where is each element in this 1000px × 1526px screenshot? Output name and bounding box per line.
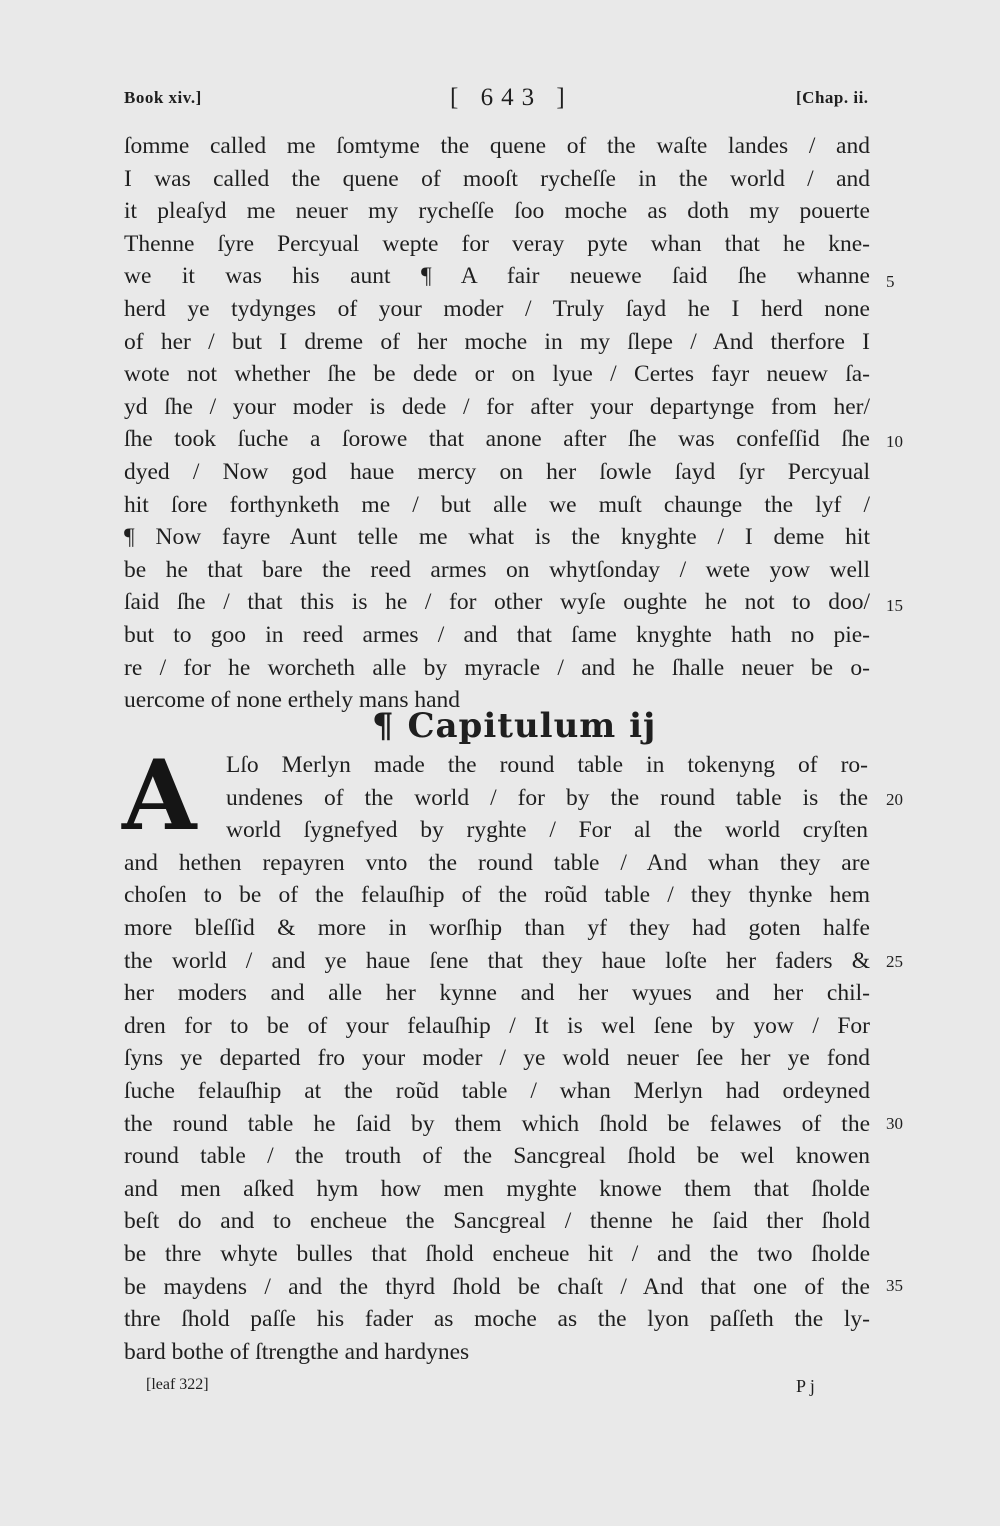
text-line: and hethen repayren vnto the round table / And whan they are (124, 849, 870, 876)
text-line: and men aſked hym how men myghte knowe them that ſholde (124, 1175, 870, 1202)
text-line: the round table he ſaid by them which ſhold be felawes of the (124, 1110, 870, 1137)
text-line: be thre whyte bulles that ſhold encheue hit / and the two ſholde (124, 1241, 870, 1267)
text-line: Thenne ſyre Percyual wepte for veray pyte whan that he kne- (124, 230, 870, 257)
text-line: re / for he worcheth alle by myracle / and he ſhalle neuer be o- (124, 654, 870, 681)
line-number: 15 (886, 596, 903, 615)
text-line: ſuche felauſhip at the roũd table / whan Merlyn had ordeyned (124, 1078, 870, 1104)
line-number: 35 (886, 1276, 903, 1295)
text-line: be he that bare the reed armes on whytſonday / wete yow well (124, 556, 870, 583)
text-line: undenes of the world / for by the round table is the (226, 784, 868, 811)
text-line: ſomme called me ſomtyme the quene of the waſte landes / and (124, 133, 870, 159)
text-line: I was called the quene of mooſt rycheſſe in the world / and (124, 165, 870, 192)
text-line: we it was his aunt ¶ A fair neuewe ſaid ſhe whanne (124, 263, 870, 290)
text-line: her moders and alle her kynne and her wyues and her chil- (124, 980, 870, 1007)
text-line: ſaid ſhe / that this is he / for other wyſe oughte he not to doo/ (124, 589, 870, 616)
text-line: world ſygnefyed by ryghte / For al the world cryſten (226, 817, 868, 844)
text-line: thre ſhold paſſe his fader as moche as the lyon paſſeth the ly- (124, 1306, 870, 1333)
text-line: bard bothe of ſtrengthe and hardynes (124, 1338, 470, 1365)
text-line: Lſo Merlyn made the round table in tokenyng of ro- (226, 752, 868, 778)
page-number: [ 643 ] (450, 84, 573, 111)
text-line: uercome of none erthely mans hand (124, 687, 461, 714)
text-line: ¶ Now fayre Aunt telle me what is the knyghte / I deme hit (124, 524, 870, 551)
text-line: it pleaſyd me neuer my rycheſſe ſoo moche as doth my pouerte (124, 198, 870, 225)
line-number: 5 (886, 272, 895, 291)
line-number: 20 (886, 790, 903, 809)
text-line: round table / the trouth of the Sancgreal ſhold be wel knowen (124, 1143, 870, 1170)
drop-cap: A (122, 739, 197, 852)
chapter-heading: ¶ Capitulum ij (372, 706, 657, 746)
text-line: wote not whether ſhe be dede or on lyue / Certes fayr neuew ſa- (124, 361, 870, 388)
text-line: beſt do and to encheue the Sancgreal / thenne he ſaid ther ſhold (124, 1208, 870, 1235)
text-line: the world / and ye haue ſene that they haue loſte her faders & (124, 947, 870, 974)
line-number: 25 (886, 952, 903, 971)
leaf-reference: [leaf 322] (146, 1376, 209, 1393)
text-line: be maydens / and the thyrd ſhold be chaſt / And that one of the (124, 1273, 870, 1300)
text-line: choſen to be of the felauſhip of the roũd table / they thynke hem (124, 882, 870, 909)
line-number: 10 (886, 432, 903, 451)
text-line: ſyns ye departed fro your moder / ye wold neuer ſee her ye fond (124, 1045, 870, 1072)
text-line: herd ye tydynges of your moder / Truly ſayd he I herd none (124, 296, 870, 322)
text-line: more bleſſid & more in worſhip than yf they had goten halfe (124, 915, 870, 941)
text-line: dyed / Now god haue mercy on her ſowle ſayd ſyr Percyual (124, 459, 870, 485)
text-line: ſhe took ſuche a ſorowe that anone after ſhe was confeſſid ſhe (124, 426, 870, 453)
running-head-chapter: [Chap. ii. (796, 88, 869, 107)
line-number: 30 (886, 1114, 903, 1133)
text-line: dren for to be of your felauſhip / It is wel ſene by yow / For (124, 1012, 870, 1039)
text-line: but to goo in reed armes / and that ſame knyghte hath no pie- (124, 622, 870, 648)
signature-mark: P j (796, 1376, 815, 1396)
text-line: hit ſore forthynketh me / but alle we muſt chaunge the lyf / (124, 491, 870, 518)
text-line: of her / but I dreme of her moche in my ſlepe / And therfore I (124, 328, 870, 355)
running-head-book: Book xiv.] (124, 88, 202, 107)
text-line: yd ſhe / your moder is dede / for after your departynge from her/ (124, 393, 870, 420)
